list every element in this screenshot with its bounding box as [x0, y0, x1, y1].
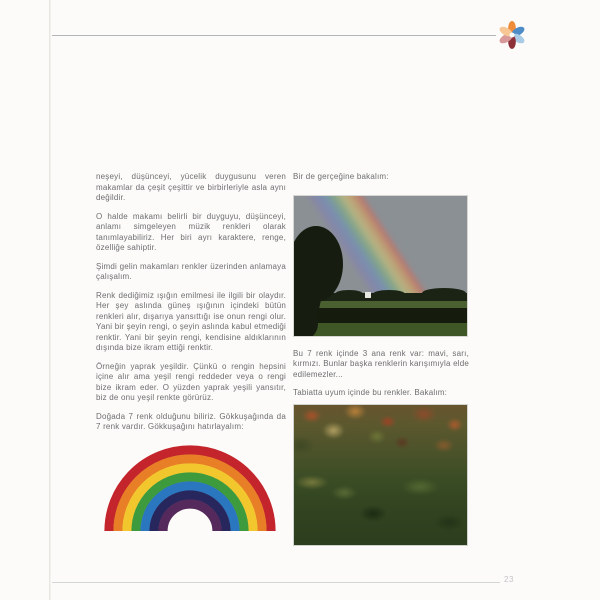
paragraph-renk-isik: Renk dediğimiz ışığın emilmesi ile ilgili bir olaydır. Her şey aslında güneş ışığının içindeki bütün renkleri alır, dışarıya yansıttığı ise onun rengi olur. Yani bir şeyin rengi, o şeyin aslında kabul etmediği renktir. Yani bir şeyin rengi, kendisine aldıklarının dışında bize ikram ettiği renktir. — [96, 290, 286, 352]
page-edge-line — [49, 0, 51, 600]
paragraph-muzik-renkleri: O halde makamı belirli bir duyguyu, düşünceyi, anlamı simgeleyen müzik renkleri olarak tanımlayabiliriz. Her biri ayrı karaktere, renge, özelliğe sahiptir. — [96, 211, 286, 252]
rainbow-landscape-photo — [293, 195, 468, 337]
right-column — [293, 172, 469, 546]
paragraph-ana-renkler: Bu 7 renk içinde 3 ana renk var: mavi, sarı, kırmızı. Bunlar başka renklerin karışımıyla elde edilemezler... — [293, 348, 469, 379]
paragraph-dogada-7-renk: Doğada 7 renk olduğunu biliriz. Gökkuşağında da 7 renk vardır. Gökkuşağını hatırlayalım: — [96, 411, 286, 431]
paragraph-yaprak-yesil: Örneğin yaprak yeşildir. Çünkü o rengin hepsini içine alır ama yeşil rengi reddeder veya o rengi bize ikram eder. O yüzden yaprak yeşili yansıtır, biz de onu yeşil renkte görürüz. — [96, 361, 286, 402]
caption-real-rainbow: Bir de gerçeğine bakalım: — [293, 172, 389, 181]
photo-dark-hedge — [294, 308, 467, 324]
paragraph-simdi-gelin: Şimdi gelin makamları renkler üzerinden anlamaya çalışalım. — [96, 261, 286, 281]
footer-rule — [52, 582, 500, 583]
photo-foreground-field — [294, 323, 467, 336]
painting-canvas — [293, 404, 468, 546]
publisher-pinwheel-logo — [496, 19, 528, 51]
page-number: 23 — [504, 575, 514, 584]
photo-house — [365, 292, 371, 298]
rainbow-band-violet — [163, 504, 217, 531]
caption-tabiatta-uyum: Tabiatta uyum içinde bu renkler. Bakalım: — [293, 388, 448, 397]
header-rule — [52, 35, 496, 36]
left-text-column — [96, 172, 286, 441]
paragraph-makamlar: neşeyi, düşünceyi, yücelik duygusunu veren makamlar da çeşit çeşittir ve birbirleriyle asla aynı değildir. — [96, 172, 286, 202]
logo-center — [509, 32, 514, 37]
garden-flowers-painting — [293, 404, 468, 546]
rainbow-illustration — [104, 441, 276, 533]
